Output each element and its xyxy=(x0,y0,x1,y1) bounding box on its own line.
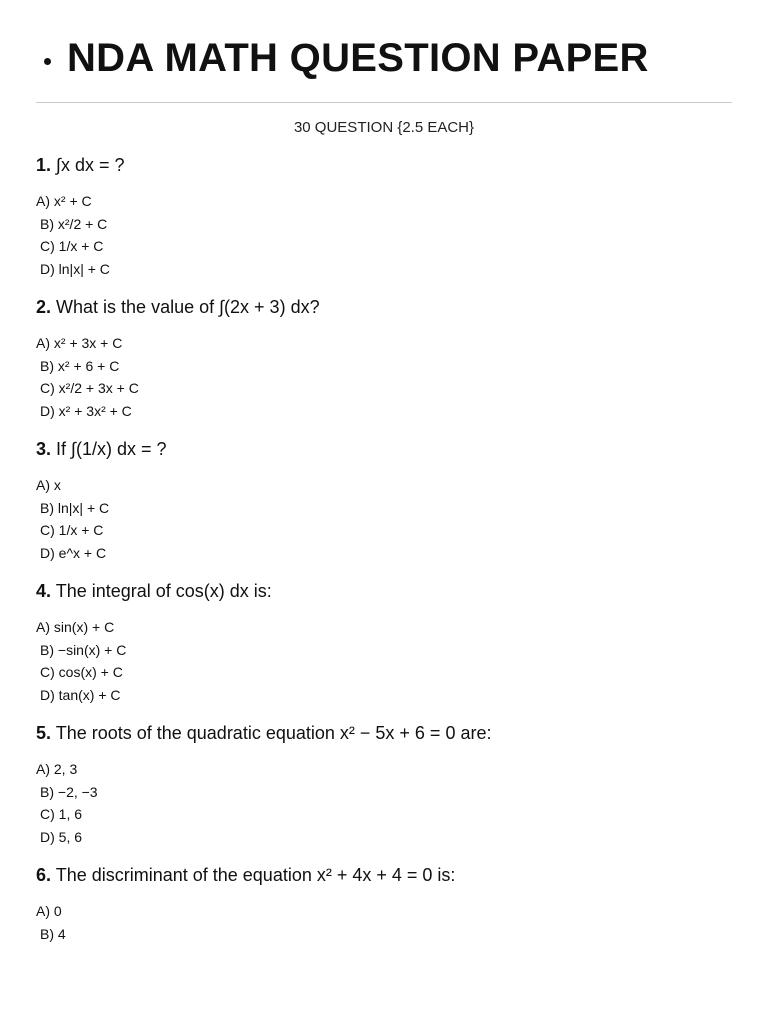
header-divider xyxy=(36,102,732,103)
page-title: NDA MATH QUESTION PAPER xyxy=(67,36,649,80)
answer-option: B) −sin(x) + C xyxy=(40,641,127,658)
answer-option: C) cos(x) + C xyxy=(40,664,123,680)
question-item xyxy=(36,578,736,706)
answer-option: C) 1/x + C xyxy=(40,238,104,254)
question-prompt: The integral of cos(x) dx is: xyxy=(55,581,272,601)
answer-option: D) ln|x| + C xyxy=(40,260,110,277)
question-text xyxy=(36,578,736,604)
question-number: 2. xyxy=(36,297,52,317)
option-list xyxy=(36,900,736,945)
answer-option: A) x² + 3x + C xyxy=(36,335,123,351)
question-number: 1. xyxy=(36,155,52,175)
answer-option: D) 5, 6 xyxy=(40,828,83,845)
answer-option: D) x² + 3x² + C xyxy=(40,402,132,419)
answer-option: B) 4 xyxy=(40,925,66,942)
question-item xyxy=(36,720,736,848)
question-item xyxy=(36,152,736,280)
option-list xyxy=(36,474,736,564)
question-prompt: The discriminant of the equation x² + 4x + 4 = 0 is: xyxy=(55,865,456,885)
question-text xyxy=(36,720,736,746)
bullet-icon xyxy=(44,58,51,65)
question-number: 6. xyxy=(36,865,52,885)
option-list xyxy=(36,332,736,422)
question-prompt: If ∫(1/x) dx = ? xyxy=(56,439,167,459)
question-number: 5. xyxy=(36,723,52,743)
question-text xyxy=(36,436,736,462)
paper-subtitle: 30 QUESTION {2.5 EACH} xyxy=(293,119,475,136)
question-number: 4. xyxy=(36,581,52,601)
answer-option: A) x xyxy=(36,477,61,493)
answer-option: C) 1, 6 xyxy=(40,806,83,822)
option-list xyxy=(36,758,736,848)
answer-option: D) e^x + C xyxy=(40,544,107,561)
question-prompt: What is the value of ∫(2x + 3) dx? xyxy=(56,297,320,317)
answer-option: A) 2, 3 xyxy=(36,761,78,777)
answer-option: B) x² + 6 + C xyxy=(40,357,120,374)
question-prompt: ∫x dx = ? xyxy=(56,155,125,175)
answer-option: B) ln|x| + C xyxy=(40,499,110,516)
option-list xyxy=(36,616,736,706)
question-text xyxy=(36,152,736,178)
question-text xyxy=(36,294,736,320)
answer-option: D) tan(x) + C xyxy=(40,686,121,703)
question-prompt: The roots of the quadratic equation x² − 5x + 6 = 0 are: xyxy=(55,723,492,743)
question-list xyxy=(36,152,736,959)
option-list xyxy=(36,190,736,280)
answer-option: C) 1/x + C xyxy=(40,522,104,538)
answer-option: C) x²/2 + 3x + C xyxy=(40,380,139,396)
question-text xyxy=(36,862,736,888)
title-row xyxy=(44,36,649,81)
answer-option: B) x²/2 + C xyxy=(40,215,108,232)
answer-option: A) sin(x) + C xyxy=(36,619,115,635)
answer-option: A) 0 xyxy=(36,903,62,919)
question-item xyxy=(36,862,736,945)
answer-option: A) x² + C xyxy=(36,193,92,209)
answer-option: B) −2, −3 xyxy=(40,783,98,800)
question-number: 3. xyxy=(36,439,52,459)
question-item xyxy=(36,436,736,564)
question-item xyxy=(36,294,736,422)
